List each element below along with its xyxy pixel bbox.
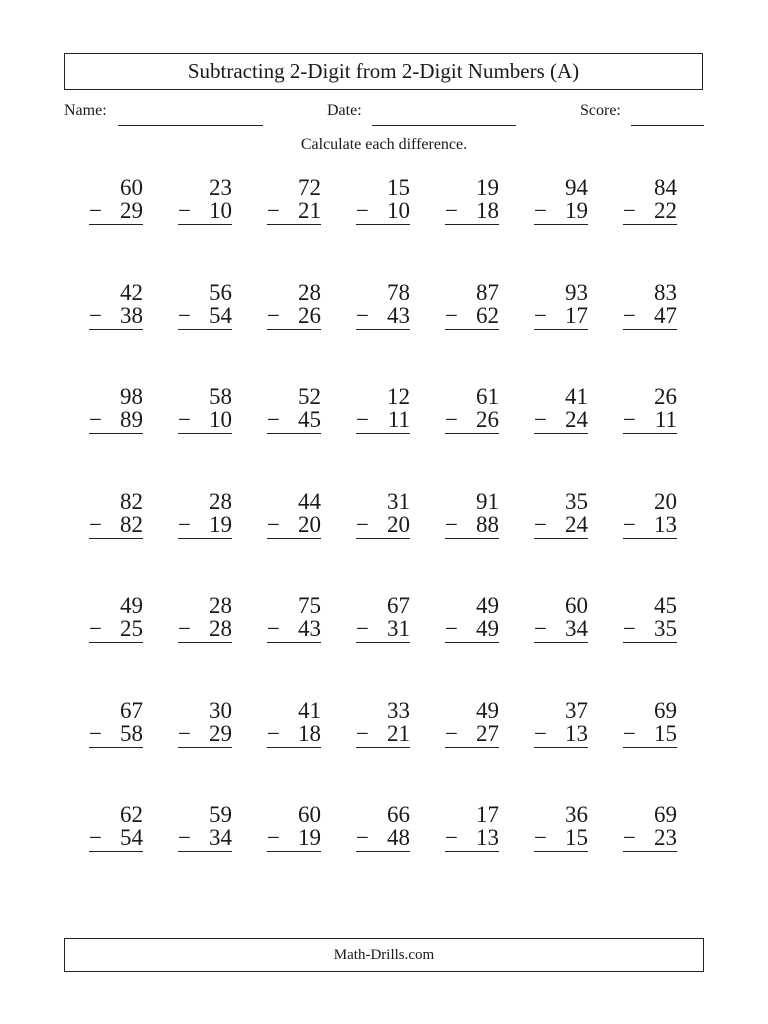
subtraction-problem <box>356 590 410 695</box>
minus-sign: − <box>623 407 636 432</box>
minuend: 62 <box>120 802 143 827</box>
subtrahend: 10 <box>387 198 410 223</box>
subtrahend-line <box>267 408 321 434</box>
minuend: 19 <box>476 175 499 200</box>
subtrahend: 24 <box>565 511 588 537</box>
student-info-row <box>64 100 704 130</box>
subtrahend-line <box>356 199 410 225</box>
minuend: 67 <box>120 697 143 723</box>
minuend: 49 <box>476 593 499 618</box>
subtrahend-line <box>534 199 588 225</box>
subtraction-problem <box>356 172 410 277</box>
subtraction-problem <box>534 381 588 486</box>
subtraction-problem <box>356 695 410 800</box>
subtrahend: 10 <box>209 407 232 432</box>
minuend: 67 <box>387 593 410 618</box>
minuend: 49 <box>120 593 143 618</box>
minuend: 36 <box>565 802 588 827</box>
subtraction-problem <box>356 381 410 486</box>
subtraction-problem <box>267 381 321 486</box>
name-label: Name: <box>64 102 107 119</box>
subtrahend: 48 <box>387 825 410 850</box>
subtrahend: 18 <box>476 198 499 223</box>
subtraction-problem <box>445 277 499 382</box>
subtrahend-line <box>178 722 232 748</box>
minus-sign: − <box>445 511 458 537</box>
subtrahend-line <box>178 513 232 539</box>
minus-sign: − <box>445 720 458 746</box>
footer-credit: Math-Drills.com <box>64 938 704 972</box>
minuend: 52 <box>298 384 321 409</box>
minuend: 61 <box>476 384 499 409</box>
subtrahend: 26 <box>298 302 321 328</box>
minuend: 15 <box>387 175 410 200</box>
subtraction-problem <box>534 590 588 695</box>
minus-sign: − <box>267 511 280 537</box>
problem-grid <box>89 172 689 904</box>
minuend: 69 <box>654 697 677 723</box>
minuend: 17 <box>476 802 499 827</box>
worksheet-title: Subtracting 2-Digit from 2-Digit Numbers (A) <box>64 53 703 90</box>
minuend: 60 <box>565 593 588 618</box>
subtraction-problem <box>178 277 232 382</box>
subtrahend-line <box>178 199 232 225</box>
subtrahend-line <box>267 199 321 225</box>
subtraction-problem <box>267 695 321 800</box>
minus-sign: − <box>89 407 102 432</box>
minuend: 26 <box>654 384 677 409</box>
minus-sign: − <box>89 198 102 223</box>
minuend: 91 <box>476 488 499 514</box>
subtrahend: 43 <box>298 616 321 641</box>
subtraction-problem <box>89 277 143 382</box>
minuend: 94 <box>565 175 588 200</box>
minus-sign: − <box>623 511 636 537</box>
subtrahend: 22 <box>654 198 677 223</box>
minus-sign: − <box>356 511 369 537</box>
name-field-line[interactable] <box>118 125 263 126</box>
minuend: 78 <box>387 279 410 305</box>
subtrahend: 54 <box>209 302 232 328</box>
subtrahend: 24 <box>565 407 588 432</box>
minus-sign: − <box>267 407 280 432</box>
subtrahend-line <box>623 199 677 225</box>
minuend: 87 <box>476 279 499 305</box>
subtrahend-line <box>89 722 143 748</box>
minuend: 72 <box>298 175 321 200</box>
minuend: 66 <box>387 802 410 827</box>
subtrahend: 89 <box>120 407 143 432</box>
subtrahend-line <box>178 408 232 434</box>
subtraction-problem <box>445 799 499 904</box>
minuend: 59 <box>209 802 232 827</box>
subtrahend: 47 <box>654 302 677 328</box>
minus-sign: − <box>534 720 547 746</box>
minus-sign: − <box>89 720 102 746</box>
minus-sign: − <box>178 511 191 537</box>
subtraction-problem <box>445 486 499 591</box>
subtraction-problem <box>267 172 321 277</box>
subtrahend-line <box>356 826 410 852</box>
subtrahend: 10 <box>209 198 232 223</box>
subtrahend-line <box>356 722 410 748</box>
minus-sign: − <box>89 616 102 641</box>
subtraction-problem <box>178 695 232 800</box>
subtrahend: 18 <box>298 720 321 746</box>
minus-sign: − <box>534 407 547 432</box>
subtrahend: 27 <box>476 720 499 746</box>
subtrahend-line <box>89 199 143 225</box>
subtrahend-line <box>89 408 143 434</box>
minus-sign: − <box>445 407 458 432</box>
subtrahend: 34 <box>209 825 232 850</box>
minus-sign: − <box>356 198 369 223</box>
minus-sign: − <box>356 720 369 746</box>
minuend: 35 <box>565 488 588 514</box>
subtrahend-line <box>267 722 321 748</box>
subtrahend-line <box>623 513 677 539</box>
minus-sign: − <box>178 616 191 641</box>
subtrahend-line <box>623 826 677 852</box>
minuend: 41 <box>298 697 321 723</box>
subtrahend-line <box>267 826 321 852</box>
minuend: 30 <box>209 697 232 723</box>
minuend: 28 <box>209 593 232 618</box>
subtraction-problem <box>178 590 232 695</box>
subtraction-problem <box>89 172 143 277</box>
subtrahend-line <box>178 617 232 643</box>
minus-sign: − <box>267 825 280 850</box>
minuend: 83 <box>654 279 677 305</box>
subtrahend-line <box>356 617 410 643</box>
minuend: 23 <box>209 175 232 200</box>
subtrahend: 43 <box>387 302 410 328</box>
subtrahend-line <box>445 199 499 225</box>
minuend: 28 <box>209 488 232 514</box>
subtrahend: 19 <box>565 198 588 223</box>
subtrahend: 20 <box>298 511 321 537</box>
subtrahend-line <box>534 722 588 748</box>
subtrahend: 13 <box>476 825 499 850</box>
minuend: 84 <box>654 175 677 200</box>
minus-sign: − <box>178 198 191 223</box>
subtrahend-line <box>89 304 143 330</box>
minus-sign: − <box>534 616 547 641</box>
subtrahend-line <box>623 722 677 748</box>
subtraction-problem <box>89 799 143 904</box>
subtrahend-line <box>534 408 588 434</box>
instructions: Calculate each difference. <box>300 136 468 153</box>
subtraction-problem <box>534 695 588 800</box>
subtrahend: 17 <box>565 302 588 328</box>
subtraction-problem <box>267 486 321 591</box>
subtraction-problem <box>445 590 499 695</box>
subtrahend: 23 <box>654 825 677 850</box>
minuend: 45 <box>654 593 677 618</box>
subtraction-problem <box>178 381 232 486</box>
subtrahend-line <box>356 304 410 330</box>
minus-sign: − <box>89 511 102 537</box>
minus-sign: − <box>89 825 102 850</box>
subtraction-problem <box>89 590 143 695</box>
minuend: 58 <box>209 384 232 409</box>
subtrahend: 15 <box>565 825 588 850</box>
minus-sign: − <box>356 302 369 328</box>
subtrahend-line <box>445 513 499 539</box>
subtrahend-line <box>89 826 143 852</box>
subtrahend-line <box>445 826 499 852</box>
minus-sign: − <box>623 198 636 223</box>
minus-sign: − <box>178 407 191 432</box>
minuend: 44 <box>298 488 321 514</box>
subtrahend-line <box>534 617 588 643</box>
minuend: 93 <box>565 279 588 305</box>
minus-sign: − <box>445 616 458 641</box>
subtrahend-line <box>445 408 499 434</box>
subtraction-problem <box>89 695 143 800</box>
subtrahend: 34 <box>565 616 588 641</box>
subtrahend: 29 <box>209 720 232 746</box>
minus-sign: − <box>623 825 636 850</box>
minus-sign: − <box>267 198 280 223</box>
subtrahend: 28 <box>209 616 232 641</box>
minus-sign: − <box>356 616 369 641</box>
subtraction-problem <box>445 172 499 277</box>
minuend: 60 <box>120 175 143 200</box>
minus-sign: − <box>89 302 102 328</box>
subtraction-problem <box>623 799 677 904</box>
minuend: 98 <box>120 384 143 409</box>
minuend: 82 <box>120 488 143 514</box>
subtraction-problem <box>623 590 677 695</box>
subtraction-problem <box>534 172 588 277</box>
subtraction-problem <box>534 799 588 904</box>
score-label: Score: <box>580 102 621 119</box>
subtraction-problem <box>89 381 143 486</box>
subtrahend: 88 <box>476 511 499 537</box>
subtrahend-line <box>178 304 232 330</box>
subtrahend: 58 <box>120 720 143 746</box>
minus-sign: − <box>178 720 191 746</box>
minuend: 37 <box>565 697 588 723</box>
subtrahend: 62 <box>476 302 499 328</box>
subtrahend-line <box>623 408 677 434</box>
subtrahend: 29 <box>120 198 143 223</box>
subtraction-problem <box>178 172 232 277</box>
subtraction-problem <box>534 277 588 382</box>
subtrahend-line <box>445 617 499 643</box>
subtrahend: 38 <box>120 302 143 328</box>
subtrahend: 31 <box>387 616 410 641</box>
subtraction-problem <box>623 695 677 800</box>
subtrahend: 21 <box>387 720 410 746</box>
subtraction-problem <box>356 486 410 591</box>
minus-sign: − <box>623 302 636 328</box>
minus-sign: − <box>445 302 458 328</box>
subtraction-problem <box>623 381 677 486</box>
minus-sign: − <box>178 825 191 850</box>
subtraction-problem <box>623 172 677 277</box>
subtrahend: 35 <box>654 616 677 641</box>
minus-sign: − <box>534 302 547 328</box>
minuend: 31 <box>387 488 410 514</box>
subtraction-problem <box>178 799 232 904</box>
subtrahend: 11 <box>387 407 410 432</box>
subtrahend-line <box>445 722 499 748</box>
subtraction-problem <box>356 277 410 382</box>
subtraction-problem <box>356 799 410 904</box>
subtraction-problem <box>267 277 321 382</box>
minus-sign: − <box>534 511 547 537</box>
minuend: 33 <box>387 697 410 723</box>
subtrahend-line <box>623 617 677 643</box>
minus-sign: − <box>623 616 636 641</box>
subtrahend-line <box>534 513 588 539</box>
subtraction-problem <box>623 486 677 591</box>
subtraction-problem <box>267 799 321 904</box>
subtrahend-line <box>267 617 321 643</box>
subtrahend-line <box>267 304 321 330</box>
minuend: 75 <box>298 593 321 618</box>
score-field-line[interactable] <box>631 125 704 126</box>
subtrahend: 26 <box>476 407 499 432</box>
subtrahend-line <box>89 617 143 643</box>
minus-sign: − <box>356 825 369 850</box>
minuend: 41 <box>565 384 588 409</box>
subtrahend-line <box>445 304 499 330</box>
minus-sign: − <box>445 825 458 850</box>
subtrahend: 49 <box>476 616 499 641</box>
subtraction-problem <box>267 590 321 695</box>
subtrahend: 15 <box>654 720 677 746</box>
subtrahend-line <box>534 826 588 852</box>
date-label: Date: <box>327 102 362 119</box>
minus-sign: − <box>534 825 547 850</box>
minuend: 20 <box>654 488 677 514</box>
subtrahend: 25 <box>120 616 143 641</box>
minuend: 69 <box>654 802 677 827</box>
minus-sign: − <box>623 720 636 746</box>
minuend: 60 <box>298 802 321 827</box>
subtrahend-line <box>178 826 232 852</box>
subtrahend: 21 <box>298 198 321 223</box>
subtrahend-line <box>267 513 321 539</box>
subtrahend: 54 <box>120 825 143 850</box>
subtrahend: 45 <box>298 407 321 432</box>
minuend: 49 <box>476 697 499 723</box>
minus-sign: − <box>534 198 547 223</box>
subtrahend: 82 <box>120 511 143 537</box>
minuend: 42 <box>120 279 143 305</box>
subtrahend-line <box>534 304 588 330</box>
subtraction-problem <box>534 486 588 591</box>
subtraction-problem <box>178 486 232 591</box>
subtrahend: 11 <box>654 407 677 432</box>
subtrahend-line <box>89 513 143 539</box>
subtraction-problem <box>623 277 677 382</box>
subtraction-problem <box>445 695 499 800</box>
minuend: 12 <box>387 384 410 409</box>
minus-sign: − <box>445 198 458 223</box>
subtrahend-line <box>356 408 410 434</box>
subtraction-problem <box>89 486 143 591</box>
minuend: 28 <box>298 279 321 305</box>
subtrahend: 19 <box>298 825 321 850</box>
minus-sign: − <box>267 720 280 746</box>
subtrahend: 19 <box>209 511 232 537</box>
minus-sign: − <box>267 616 280 641</box>
minus-sign: − <box>178 302 191 328</box>
minus-sign: − <box>356 407 369 432</box>
subtrahend-line <box>356 513 410 539</box>
subtrahend: 13 <box>654 511 677 537</box>
minuend: 56 <box>209 279 232 305</box>
subtraction-problem <box>445 381 499 486</box>
subtrahend-line <box>623 304 677 330</box>
subtrahend: 13 <box>565 720 588 746</box>
subtrahend: 20 <box>387 511 410 537</box>
minus-sign: − <box>267 302 280 328</box>
date-field-line[interactable] <box>372 125 516 126</box>
